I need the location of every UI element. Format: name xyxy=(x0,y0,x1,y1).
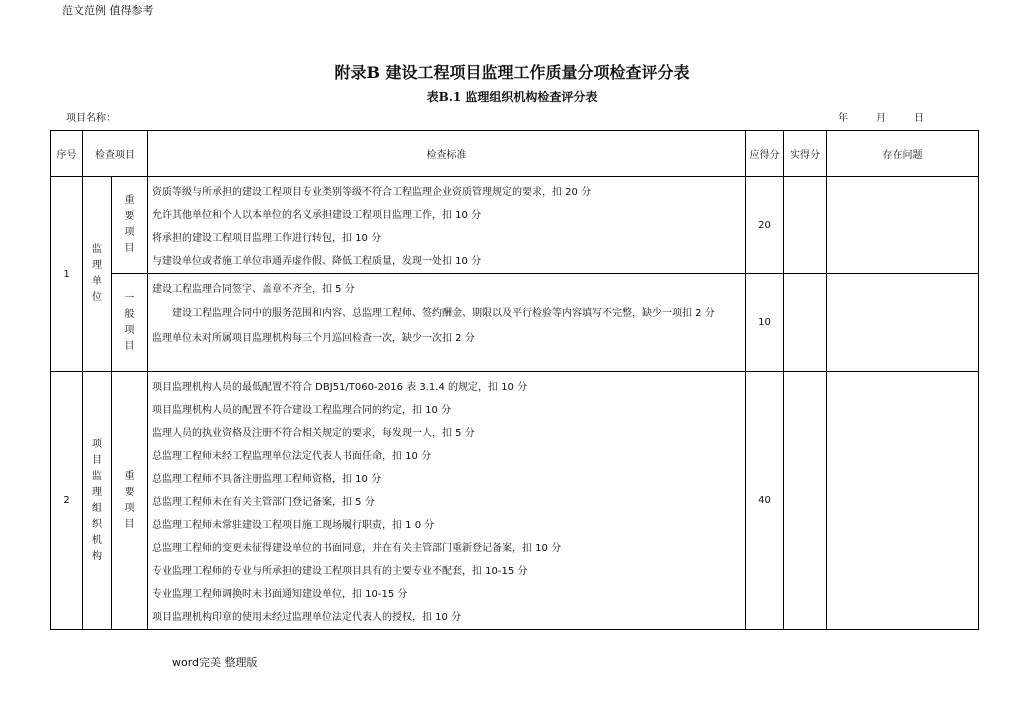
col-header-should: 应得分 xyxy=(746,131,784,177)
criterion: 总监理工程师未常驻建设工程项目施工现场履行职责，扣 1 0 分 xyxy=(152,520,435,531)
criterion: 与建设单位或者施工单位串通弄虚作假、降低工程质量，发现一处扣 10 分 xyxy=(152,256,482,267)
sub-item: 重 要 项 目 xyxy=(112,177,148,274)
score-table xyxy=(50,130,979,630)
inspection-group: 监 理 单 位 xyxy=(83,177,112,372)
criterion: 项目监理机构印章的使用未经过监理单位法定代表人的授权，扣 10 分 xyxy=(152,612,462,623)
page-footer: word完美 整理版 xyxy=(172,656,258,669)
actual-score[interactable] xyxy=(784,177,827,274)
criterion: 建设工程监理合同中的服务范围和内容、总监理工程师、签约酬金、期限以及平行检验等内容填写不完整，缺少一项扣 2 分 xyxy=(172,308,715,319)
sub-item: 重 要 项 目 xyxy=(112,372,148,630)
criterion: 项目监理机构人员的配置不符合建设工程监理合同的约定，扣 10 分 xyxy=(152,405,452,416)
should-score: 10 xyxy=(746,274,784,372)
criterion: 总监理工程师未在有关主管部门登记备案，扣 5 分 xyxy=(152,497,375,508)
col-header-standard: 检查标准 xyxy=(148,131,746,177)
criterion: 资质等级与所承担的建设工程项目专业类别等级不符合工程监理企业资质管理规定的要求，扣 20 分 xyxy=(152,187,592,198)
table-row xyxy=(51,177,979,274)
issues-cell[interactable] xyxy=(827,177,979,274)
criterion: 监理人员的执业资格及注册不符合相关规定的要求，每发现一人，扣 5 分 xyxy=(152,428,475,439)
document-title: 附录B 建设工程项目监理工作质量分项检查评分表 xyxy=(334,63,690,82)
issues-cell[interactable] xyxy=(827,274,979,372)
criteria-cell xyxy=(148,274,746,372)
issues-cell[interactable] xyxy=(827,372,979,630)
project-name-label: 项目名称： xyxy=(66,113,116,124)
col-header-item: 检查项目 xyxy=(83,131,148,177)
date-day: 日 xyxy=(914,113,924,124)
criteria-cell xyxy=(148,372,746,630)
criteria-cell xyxy=(148,177,746,274)
criterion: 将承担的建设工程项目监理工作进行转包，扣 10 分 xyxy=(152,233,382,244)
table-title: 表B.1 监理组织机构检查评分表 xyxy=(426,90,598,104)
criterion: 监理单位未对所属项目监理机构每三个月巡回检查一次，缺少一次扣 2 分 xyxy=(152,333,475,344)
sub-item: 一 般 项 目 xyxy=(112,274,148,372)
criterion: 允许其他单位和个人以本单位的名义承担建设工程项目监理工作，扣 10 分 xyxy=(152,210,482,221)
page-header: 范文范例 值得参考 xyxy=(62,4,154,17)
criterion: 建设工程监理合同签字、盖章不齐全，扣 5 分 xyxy=(152,284,355,295)
actual-score[interactable] xyxy=(784,274,827,372)
should-score: 40 xyxy=(746,372,784,630)
table-row xyxy=(51,372,979,630)
actual-score[interactable] xyxy=(784,372,827,630)
criterion: 总监理工程师未经工程监理单位法定代表人书面任命，扣 10 分 xyxy=(152,451,432,462)
criterion: 专业监理工程师调换时未书面通知建设单位，扣 10-15 分 xyxy=(152,589,408,600)
inspection-group: 项 目 监 理 组 织 机 构 xyxy=(83,372,112,630)
criterion: 专业监理工程师的专业与所承担的建设工程项目具有的主要专业不配套，扣 10-15 分 xyxy=(152,566,528,577)
criterion: 项目监理机构人员的最低配置不符合 DBJ51/T060-2016 表 3.1.4 的规定，扣 10 分 xyxy=(152,382,528,393)
col-header-no: 序号 xyxy=(51,131,83,177)
row-number: 1 xyxy=(51,177,83,372)
date-year: 年 xyxy=(838,113,848,124)
table-row xyxy=(51,274,979,372)
criterion: 总监理工程师的变更未征得建设单位的书面同意，并在有关主管部门重新登记备案，扣 10 分 xyxy=(152,543,562,554)
date-month: 月 xyxy=(876,113,886,124)
should-score: 20 xyxy=(746,177,784,274)
row-number: 2 xyxy=(51,372,83,630)
criterion: 总监理工程师不具备注册监理工程师资格，扣 10 分 xyxy=(152,474,382,485)
col-header-issues: 存在问题 xyxy=(827,131,979,177)
col-header-actual: 实得分 xyxy=(784,131,827,177)
table-header-row xyxy=(51,131,979,177)
